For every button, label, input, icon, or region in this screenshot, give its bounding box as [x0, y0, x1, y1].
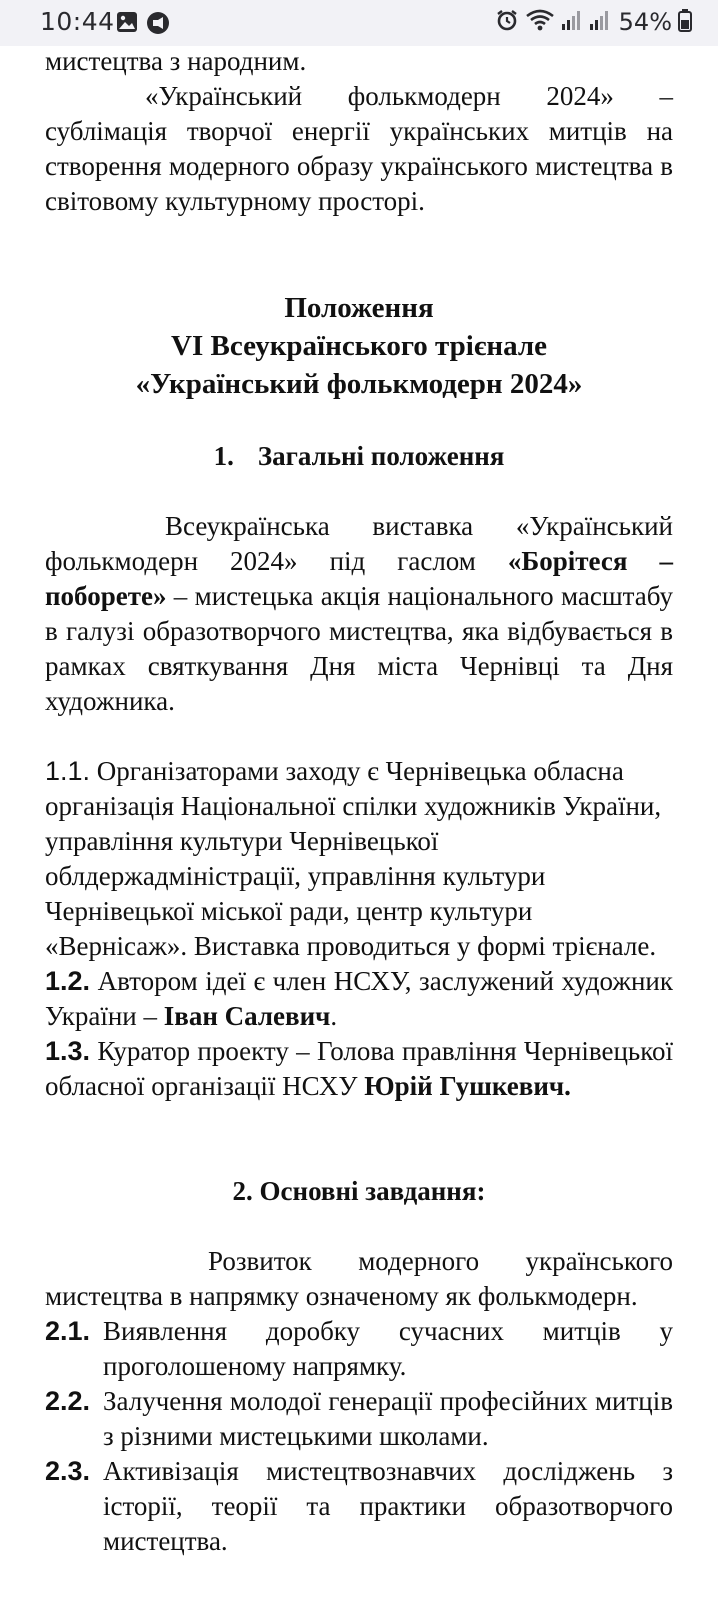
- curator-name: Юрій Гушкевич.: [364, 1071, 571, 1101]
- section-1-heading: [45, 439, 673, 474]
- status-time: 10:44: [40, 7, 115, 36]
- intro-tail: мистецтва з народним.: [45, 46, 307, 76]
- section-2-paragraph: Розвиток модерного українського мистецтва в напрямку означеному як фолькмодерн.: [45, 1246, 673, 1311]
- item-2-3: 2.3. Активізація мистецтвознавчих досліджень з історії, теорії та практики образотворчого мистецтва.: [45, 1456, 673, 1556]
- signal-icon: [561, 9, 583, 35]
- slogan: «Борітеся – поборете»: [45, 546, 673, 611]
- title-line-3: «Український фолькмодерн 2024»: [135, 368, 583, 400]
- status-bar: [0, 0, 718, 46]
- status-right: [495, 8, 692, 36]
- item-1-1: 1.1. Організаторами заходу є Чернівецька обласна організація Національної спілки художників України, управління культури Чернівецької облдержадміністрації, управління культури Чернівецької міської ради, центр культури «Вернісаж». Виставка проводиться у формі трієнале.: [45, 756, 662, 961]
- notification-icons: [116, 11, 170, 39]
- document-title: [45, 289, 673, 403]
- message-icon: [146, 11, 170, 39]
- item-1-2: 1.2. Автором ідеї є член НСХУ, заслужений художник України – Іван Салевич.: [45, 966, 673, 1031]
- section-1-title: Загальні положення: [257, 441, 505, 471]
- section-1-paragraph: Всеукраїнська виставка «Український фолькмодерн 2024» під гаслом «Борітеся – поборете» – мистецька акція національного масштабу в галузі образотворчого мистецтва, яка відбувається в рамках святкування Дня міста Чернівці та Дня художника.: [45, 511, 673, 716]
- item-2-2: 2.2. Залучення молодої генерації професійних митців з різними мистецькими школами.: [45, 1386, 673, 1451]
- section-1-number: 1.: [213, 441, 234, 471]
- intro-paragraph: «Український фолькмодерн 2024» – сублімація творчої енергії українських митців на створення модерного образу українського мистецтва в світовому культурному просторі.: [45, 81, 673, 216]
- item-2-1: 2.1. Виявлення доробку сучасних митців у проголошеному напрямку.: [45, 1316, 673, 1381]
- signal-icon: [589, 9, 611, 35]
- alarm-icon: [495, 8, 519, 36]
- battery-percent: 54%: [618, 8, 672, 36]
- title-line-1: Положення: [284, 292, 434, 324]
- document-body: [45, 44, 673, 1559]
- item-1-3: 1.3. Куратор проекту – Голова правління Чернівецької обласної організації НСХУ Юрій Гушкевич.: [45, 1036, 673, 1101]
- author-name: Іван Салевич: [163, 1001, 331, 1031]
- wifi-icon: [525, 8, 555, 36]
- section-2-heading: 2. Основні завдання:: [232, 1176, 486, 1206]
- title-line-2: VI Всеукраїнського трієнале: [171, 330, 547, 362]
- battery-icon: [678, 8, 692, 36]
- gallery-icon: [116, 11, 138, 39]
